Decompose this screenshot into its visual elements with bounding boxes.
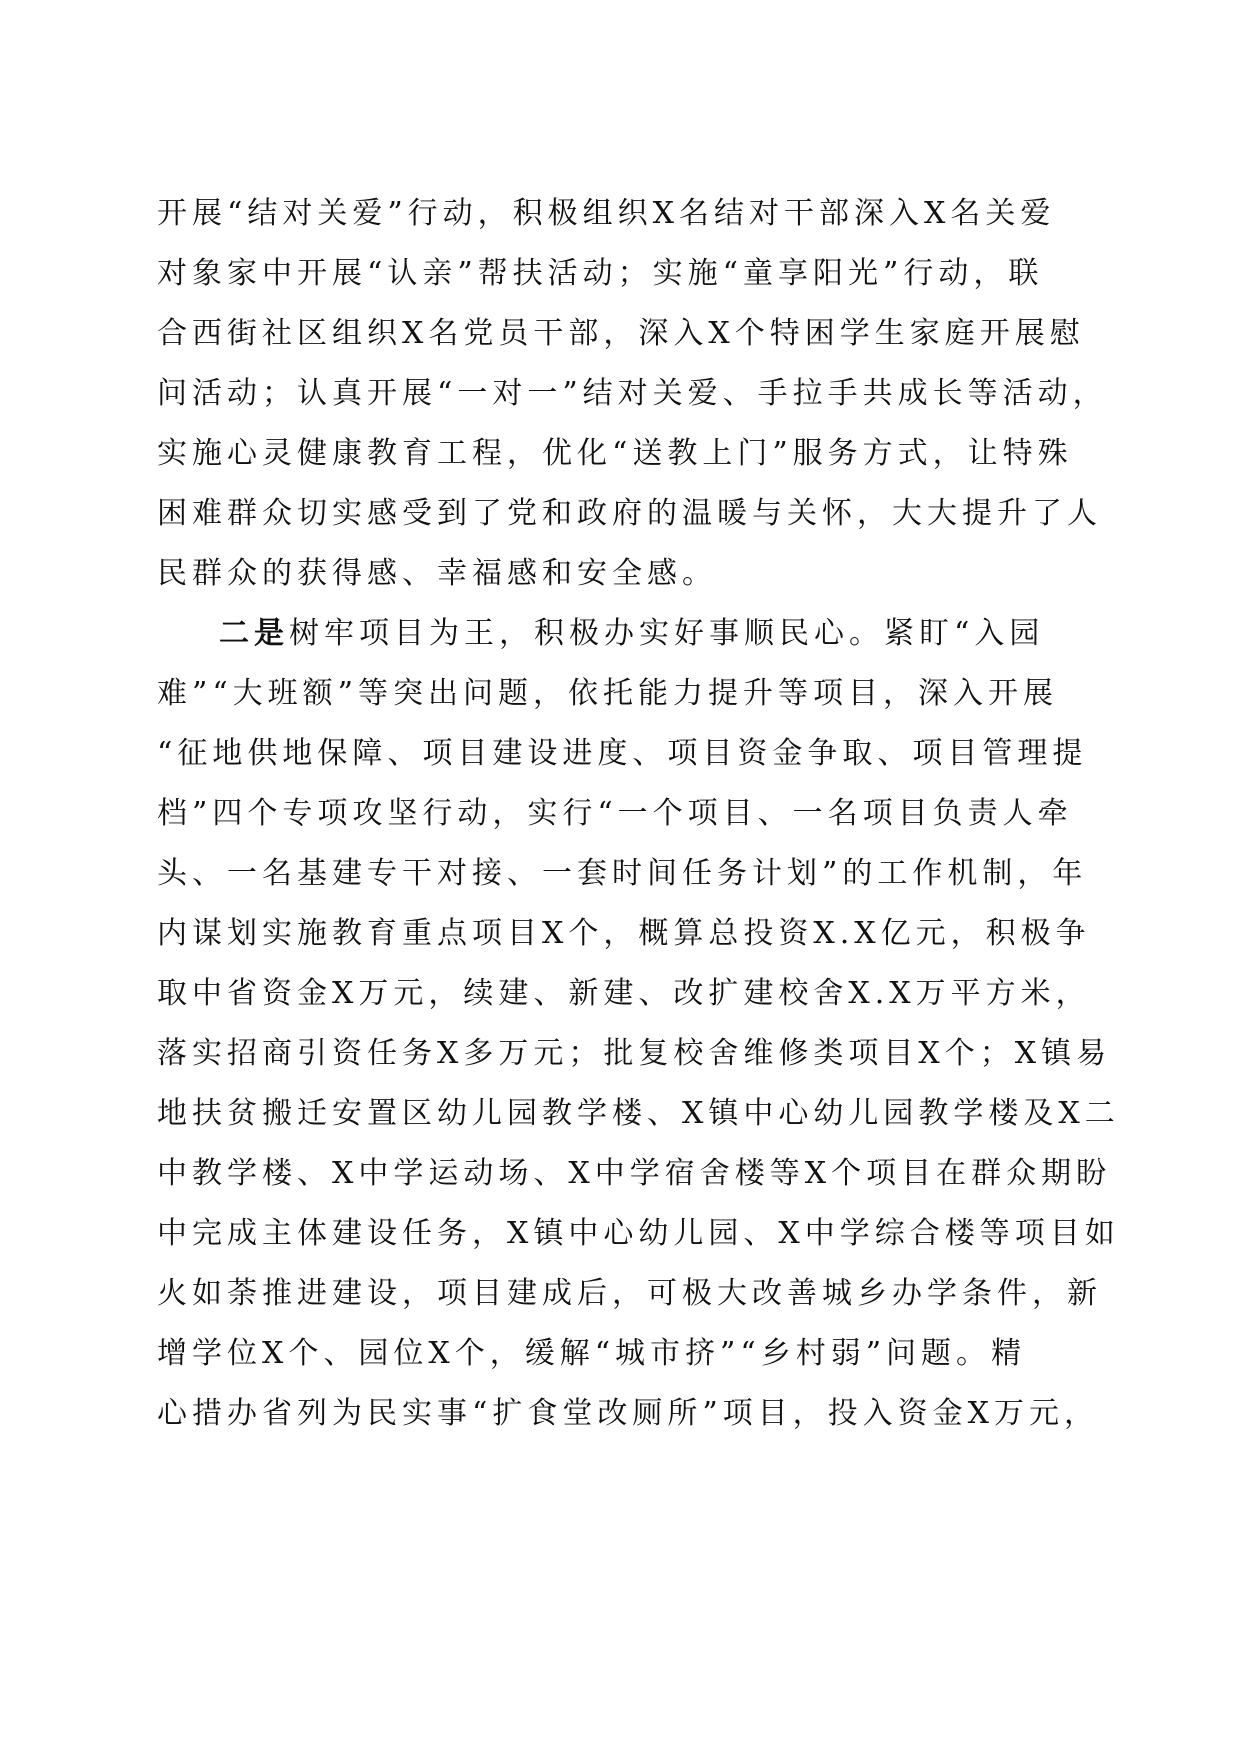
paragraph-line: 问活动；认真开展“一对一”结对关爱、手拉手共成长等活动， [157,376,1108,411]
body-text [157,184,1120,1444]
paragraph-line: 合西街社区组织X名党员干部，深入X个特困学生家庭开展慰 [157,316,1085,351]
paragraph-line: 中教学楼、X中学运动场、X中学宿舍楼等X个项目在群众期盼 [157,1156,1112,1191]
paragraph-line: 开展“结对关爱”行动，积极组织X名结对干部深入X名关爱 [157,196,1056,231]
paragraph-line: 难”“大班额”等突出问题，依托能力提升等项目，深入开展 [157,676,1059,711]
paragraph-line: 民群众的获得感、幸福感和安全感。 [157,556,717,591]
paragraph-first-line-text: 树牢项目为王，积极办实好事顺民心。紧盯“入园 [289,616,1045,651]
paragraph-line: 心措办省列为民实事“扩食堂改厕所”项目，投入资金X万元， [157,1396,1100,1431]
paragraph-first-line [157,604,1057,664]
paragraph-line: 增学位X个、园位X个，缓解“城市挤”“乡村弱”问题。精 [157,1336,1027,1371]
paragraph-lead-bold: 二是 [219,616,289,651]
paragraph-line: 落实招商引资任务X多万元；批复校舍维修类项目X个；X镇易 [157,1036,1112,1071]
paragraph-line: 地扶贫搬迁安置区幼儿园教学楼、X镇中心幼儿园教学楼及X二 [157,1096,1120,1131]
paragraph-line: 中完成主体建设任务，X镇中心幼儿园、X中学综合楼等项目如 [157,1216,1120,1251]
paragraph-line: 困难群众切实感受到了党和政府的温暖与关怀，大大提升了人 [157,496,1102,531]
paragraph-line: 火如荼推进建设，项目建成后，可极大改善城乡办学条件，新 [157,1276,1102,1311]
paragraph-line: 实施心灵健康教育工程，优化“送教上门”服务方式，让特殊 [157,436,1073,471]
paragraph-line: 取中省资金X万元，续建、新建、改扩建校舍X.X万平方米， [157,976,1091,1011]
paragraph-line: 对象家中开展“认亲”帮扶活动；实施“童享阳光”行动，联 [157,256,1044,291]
paragraph-line: 档”四个专项攻坚行动，实行“一个项目、一名项目负责人牵 [157,796,1073,831]
paragraph-line: 头、一名基建专干对接、一套时间任务计划”的工作机制，年 [157,856,1088,891]
paragraph-line: “征地供地保障、项目建设进度、项目资金争取、项目管理提 [157,736,1088,771]
paragraph-line: 内谋划实施教育重点项目X个，概算总投资X.X亿元，积极争 [157,916,1091,951]
